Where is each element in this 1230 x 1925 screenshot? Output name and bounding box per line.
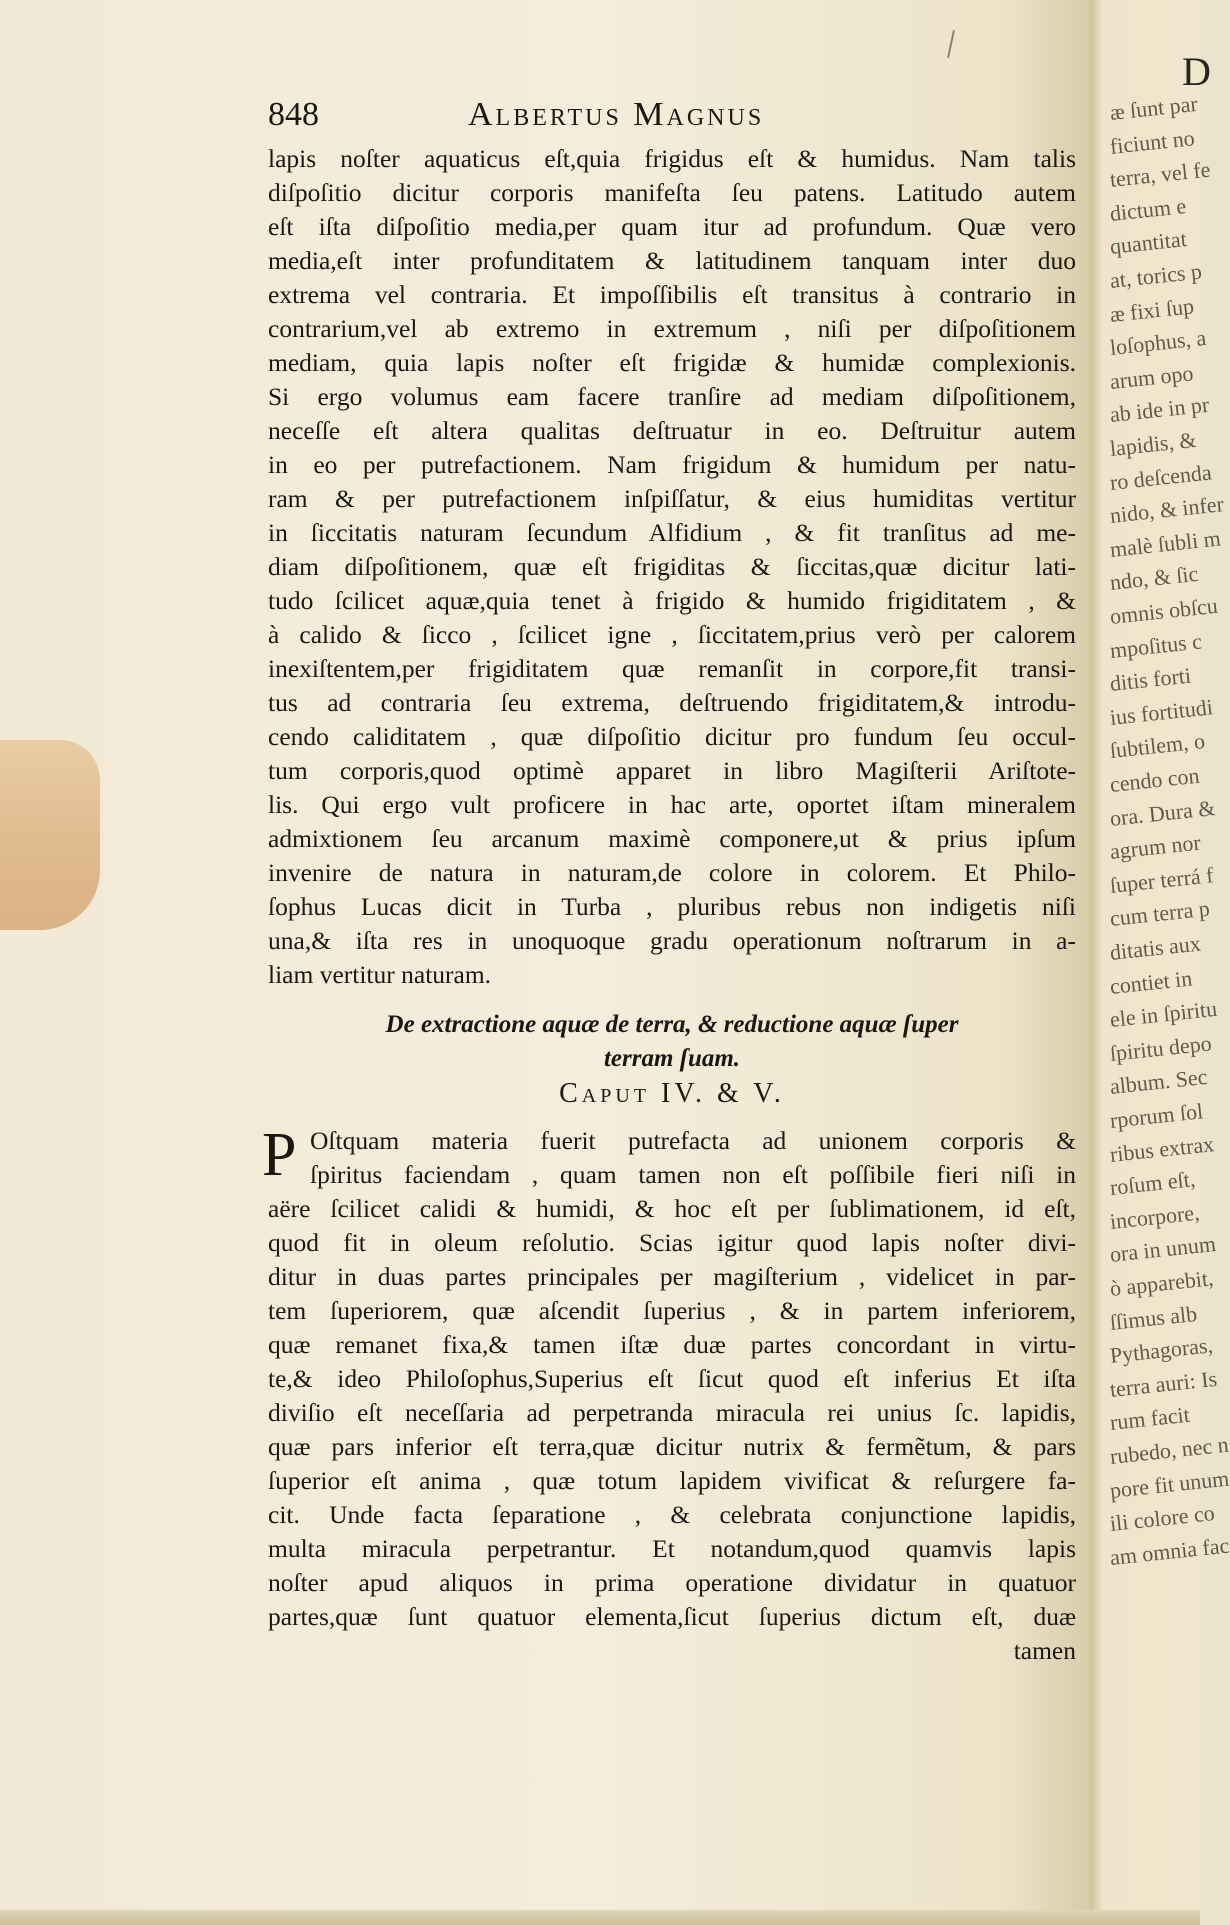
text-line: diſpoſitio dicitur corporis manifeſta ſeu patens. Latitudo autem xyxy=(268,178,1076,207)
facing-page-fragment: lapidis, & xyxy=(1108,427,1198,461)
facing-page-fragment: ſuper terrá f xyxy=(1108,862,1215,898)
text-line: tem ſuperiorem, quæ aſcendit ſuperius , & in partem inferiorem, xyxy=(268,1296,1076,1325)
running-title: Albertus Magnus xyxy=(468,96,765,133)
text-line: neceſſe eſt altera qualitas deſtruatur in eo. Deſtruitur autem xyxy=(268,416,1076,445)
text-line: tudo ſcilicet aquæ,quia tenet à frigido & humido frigiditatem , & xyxy=(268,586,1076,615)
text-line: noſter apud aliquos in prima operatione dividatur in quatuor xyxy=(268,1568,1076,1597)
facing-page-fragment: at, torics p xyxy=(1108,258,1204,293)
text-line: te,& ideo Philoſophus,Superius eſt ſicut quod eſt inferius Et iſta xyxy=(268,1364,1076,1393)
text-line: diam diſpoſitionem, quæ eſt frigiditas & ſiccitas,quæ dicitur lati- xyxy=(268,552,1076,581)
text-line: à calido & ſicco , ſcilicet igne , ſiccitatem,prius verò per calorem xyxy=(268,620,1076,649)
facing-page-fragment: ditatis aux xyxy=(1108,930,1202,965)
text-line: in ſiccitatis naturam ſecundum Alfidium , & fit tranſitus ad me- xyxy=(268,518,1076,547)
text-line: contrarium,vel ab extremo in extremum , niſi per diſpoſitionem xyxy=(268,314,1076,343)
facing-page-fragment: malè ſubli m xyxy=(1108,525,1222,562)
text-line: inexiſtentem,per frigiditatem quæ remanſit in corpore,fit transi- xyxy=(268,654,1076,683)
text-line: cendo caliditatem , quæ diſpoſitio dicitur pro fundum ſeu occul- xyxy=(268,722,1076,751)
text-line: extrema vel contraria. Et impoſſibilis eſt transitus à contrario in xyxy=(268,280,1076,309)
page-tab-marker xyxy=(0,740,100,930)
facing-page-fragment: quantitat xyxy=(1108,226,1188,260)
facing-page-edge xyxy=(1090,0,1230,1925)
facing-page-fragment: ora. Dura & xyxy=(1108,794,1217,831)
text-line: Oſtquam materia fuerit putrefacta ad unionem corporis & xyxy=(310,1126,1076,1155)
facing-page-fragment: rubedo, nec n xyxy=(1108,1431,1230,1469)
facing-page-fragment: ſpiritu depo xyxy=(1108,1030,1213,1066)
body-text xyxy=(268,142,1076,992)
facing-page-fragment: nido, & infer xyxy=(1108,491,1225,529)
text-line: ſophus Lucas dicit in Turba , pluribus rebus non indigetis niſi xyxy=(268,892,1076,921)
facing-page-fragment: ora in unum xyxy=(1108,1231,1217,1268)
facing-page-fragment: ficiunt no xyxy=(1108,124,1196,159)
text-line: quod fit in oleum reſolutio. Scias igitur quod lapis noſter divi- xyxy=(268,1228,1076,1257)
facing-page-fragment: roſum eſt, xyxy=(1108,1166,1197,1201)
text-line: una,& iſta res in unoquoque gradu operationum noſtrarum in a- xyxy=(268,926,1076,955)
facing-page-fragment: ſubtilem, o xyxy=(1108,728,1207,764)
facing-page-fragment: ab ide in pr xyxy=(1108,392,1211,428)
facing-page-fragment: æ ſunt par xyxy=(1108,90,1199,125)
section-heading-line: De extractione aquæ de terra, & reductione aquæ ſuper xyxy=(385,1011,959,1038)
facing-page-fragment: ribus extrax xyxy=(1108,1130,1216,1167)
text-line: ditur in duas partes principales per magiſterium , videlicet in par- xyxy=(268,1262,1076,1291)
text-line: media,eſt inter profunditatem & latitudinem tanquam inter duo xyxy=(268,246,1076,275)
text-line: ſuperior eſt anima , quæ totum lapidem vivificat & reſurgere fa- xyxy=(268,1466,1076,1495)
page-header xyxy=(268,96,1088,146)
facing-page-fragment: omnis obſcu xyxy=(1108,592,1219,629)
page-number: 848 xyxy=(268,96,319,133)
text-line: ſpiritus faciendam , quam tamen non eſt poſſibile fieri niſi in xyxy=(310,1160,1076,1189)
facing-page-fragment: æ fixi ſup xyxy=(1108,292,1196,327)
facing-page-fragment: ditis forti xyxy=(1108,662,1193,697)
catchword: tamen xyxy=(1013,1636,1076,1665)
text-line: aëre ſcilicet calidi & humidi, & hoc eſt per ſublimationem, id eſt, xyxy=(268,1194,1076,1223)
facing-page-fragment: rporum ſol xyxy=(1108,1098,1205,1133)
text-line: tum corporis,quod optimè apparet in libro Magiſterii Ariſtote- xyxy=(268,756,1076,785)
facing-page-fragment: ndo, & ſic xyxy=(1108,561,1200,596)
text-line: liam vertitur naturam. xyxy=(268,960,492,989)
facing-page-header: D xyxy=(1182,49,1211,94)
chapter-title: Caput IV. & V. xyxy=(559,1078,785,1109)
facing-page-fragment: mpoſitus c xyxy=(1108,628,1204,663)
facing-page-fragment: ſſimus alb xyxy=(1108,1300,1199,1335)
facing-page-fragment: agrum nor xyxy=(1108,829,1202,865)
text-line: multa miracula perpetrantur. Et notandum,quod quamvis lapis xyxy=(268,1534,1076,1563)
text-line: in eo per putrefactionem. Nam frigidum & humidum per natu- xyxy=(268,450,1076,479)
text-line: eſt iſta diſpoſitio media,per quam itur ad profundum. Quæ vero xyxy=(268,212,1076,241)
text-line: Si ergo volumus eam facere tranſire ad mediam diſpoſitionem, xyxy=(268,382,1076,411)
page-bottom-edge xyxy=(0,1910,1200,1925)
facing-page-fragment: dictum e xyxy=(1108,192,1188,226)
facing-page-fragment: pore fit unum xyxy=(1108,1465,1230,1503)
text-line: tus ad contraria ſeu extrema, deſtruendo frigiditatem,& introdu- xyxy=(268,688,1076,717)
facing-page-fragment: ili colore co xyxy=(1108,1500,1216,1537)
section-heading xyxy=(268,1008,1076,1076)
drop-cap-initial: P xyxy=(262,1121,297,1189)
text-line: quæ pars inferior eſt terra,quæ dicitur nutrix & fermẽtum, & pars xyxy=(268,1432,1076,1461)
facing-page-fragment: ro deſcenda xyxy=(1108,459,1213,495)
facing-page-fragment: terra auri: Is xyxy=(1108,1365,1219,1402)
text-line: lis. Qui ergo vult proficere in hac arte, oportet iſtam mineralem xyxy=(268,790,1076,819)
text-line: lapis noſter aquaticus eſt,quia frigidus eſt & humidus. Nam talis xyxy=(268,144,1076,173)
text-line: ram & per putrefactionem inſpiſſatur, & eius humiditas vertitur xyxy=(268,484,1076,513)
facing-page-fragment: cum terra p xyxy=(1108,895,1211,932)
facing-page-fragment: arum opo xyxy=(1108,360,1195,394)
facing-page-fragment: cendo con xyxy=(1108,762,1201,797)
facing-page-fragment: album. Sec xyxy=(1108,1064,1209,1100)
facing-page-fragment: am omnia fac xyxy=(1108,1532,1230,1570)
text-line: invenire de natura in naturam,de colore in colorem. Et Philo- xyxy=(268,858,1076,887)
facing-page-fragment: terra, vel fe xyxy=(1108,156,1212,193)
text-line: quæ remanet fixa,& tamen iſtæ duæ partes concordant in virtu- xyxy=(268,1330,1076,1359)
text-line: admixtionem ſeu arcanum maximè componere,ut & prius ipſum xyxy=(268,824,1076,853)
facing-page-fragment: incorpore, xyxy=(1108,1199,1201,1234)
facing-page-fragment: rum facit xyxy=(1108,1402,1191,1436)
facing-page-fragment: ò apparebit, xyxy=(1108,1265,1215,1301)
section-heading-line: terram ſuam. xyxy=(603,1045,741,1072)
chapter-text xyxy=(268,1124,1076,1668)
text-line: partes,quæ ſunt quatuor elementa,ſicut ſuperius dictum eſt, duæ xyxy=(268,1602,1076,1631)
facing-page-fragment: loſophus, a xyxy=(1108,325,1208,361)
text-line: mediam, quia lapis noſter eſt frigidæ & humidæ complexionis. xyxy=(268,348,1076,377)
facing-page-fragment: Pythagoras, xyxy=(1108,1332,1214,1369)
facing-page-fragment: ele in ſpiritu xyxy=(1108,996,1219,1033)
text-line: diviſio eſt neceſſaria ad perpetranda miracula rei unius ſc. lapidis, xyxy=(268,1398,1076,1427)
text-line: cit. Unde facta ſeparatione , & celebrata conjunctione lapidis, xyxy=(268,1500,1076,1529)
facing-page-fragment: ius fortitudi xyxy=(1108,694,1214,730)
facing-page-fragment: contiet in xyxy=(1108,965,1194,999)
